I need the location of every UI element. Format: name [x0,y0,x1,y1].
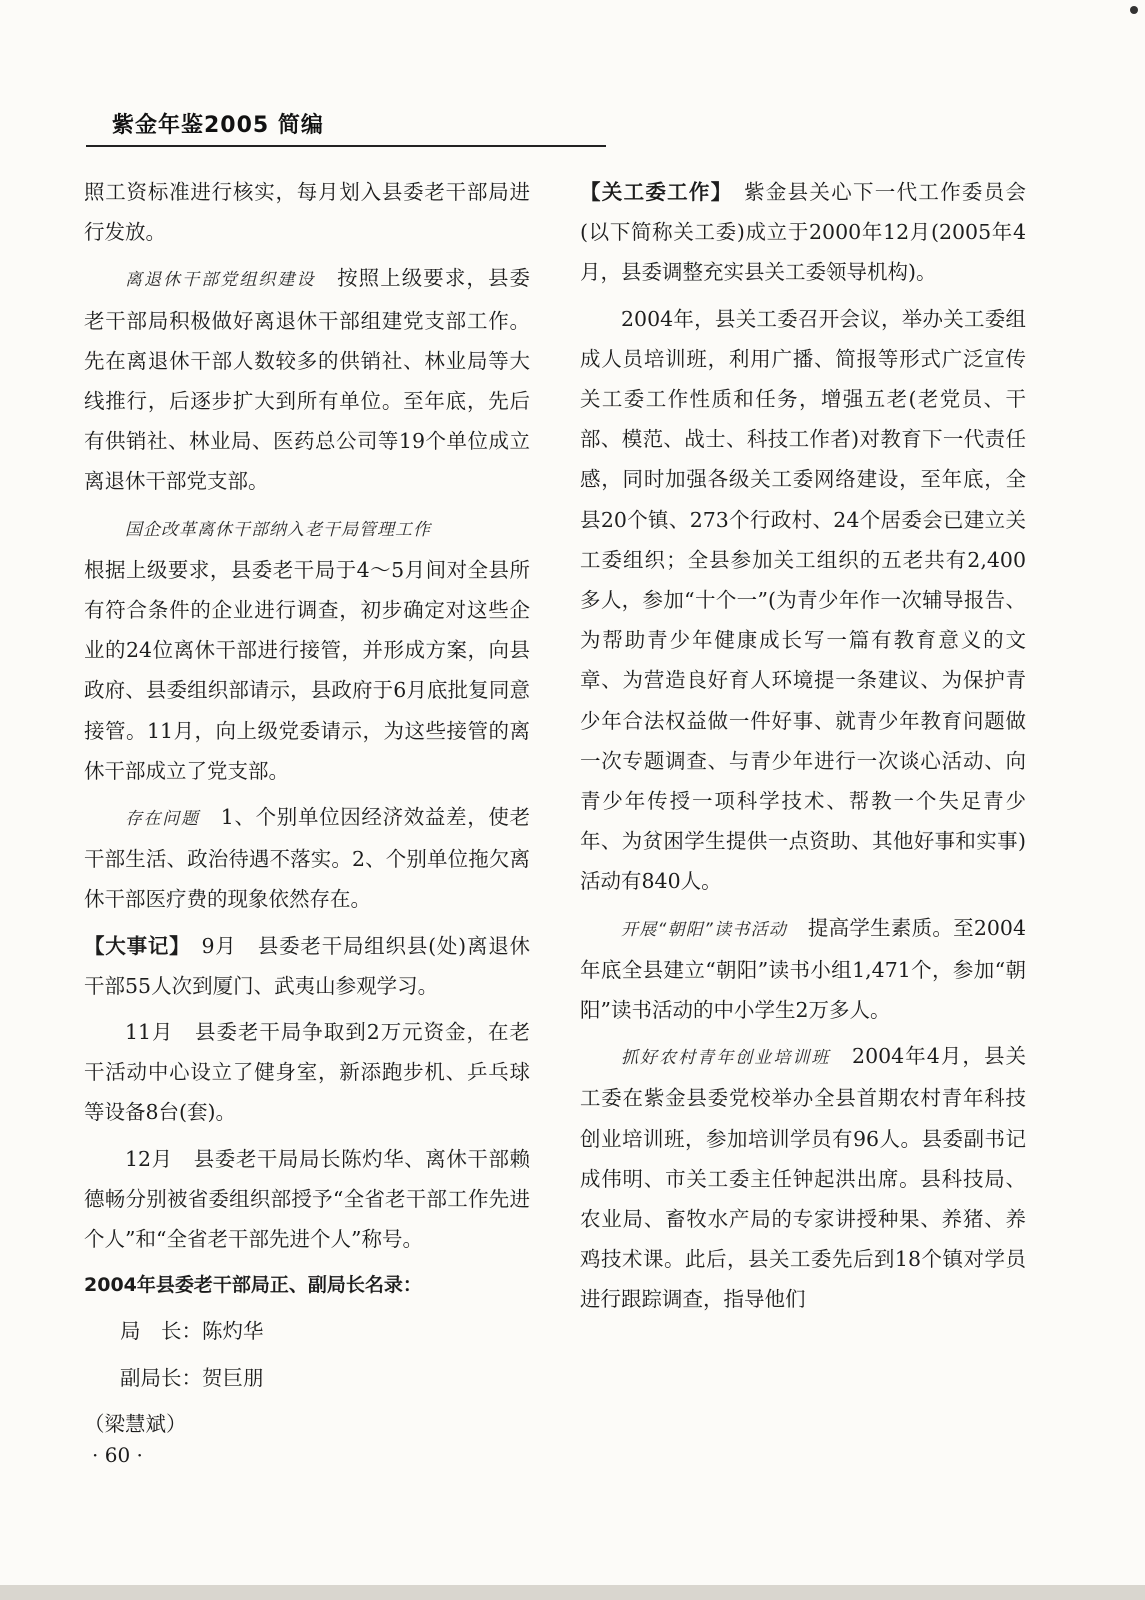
event-text: 9月 县委老干局组织县(处)离退休干部55人次到厦门、武夷山参观学习。 [84,933,531,998]
section-party-organization [84,258,530,501]
section-body: 1、个别单位因经济效益差，使老干部生活、政治待遇不落实。2、个别单位拖欠离休干部医疗费的现象依然存在。 [84,805,530,912]
section-body: 提高学生素质。至2004年底全县建立“朝阳”读书小组1,471个，参加“朝阳”读书活动的中小学生2万多人。 [580,915,1026,1023]
events-label: 【大事记】 [84,933,181,958]
section-body: 按照上级要求，县委老干部局积极做好离退休干部组建党支部工作。先在离退休干部人数较多的供销社、林业局等大线推行，后逐步扩大到所有单位。至年底，先后有供销社、林业局、医药总公司等19个单位成立离退休干部党支部。 [84,266,531,494]
events-december: 12月 县委老干局局长陈灼华、离休干部赖德畅分别被省委组织部授予“全省老干部工作先进个人”和“全省老干部先进个人”称号。 [84,1146,530,1252]
section-soe-reform [84,508,530,791]
paragraph-salary-continuation: 照工资标准进行核实，每月划入县委老干部局进行发放。 [84,180,530,245]
section-body: 紫金县关心下一代工作委员会(以下简称关工委)成立于2000年12月(2005年4月，县委调整充实县关工委领导机构)。 [580,180,1027,285]
roster-heading: 2004年县委老干部局正、副局长名录： [84,1274,422,1297]
section-existing-problems [84,797,530,920]
right-column [580,172,1026,1326]
left-column [84,172,530,1450]
author-credit: （梁慧斌） [84,1411,187,1436]
events-september [84,926,530,1006]
events-november: 11月 县委老干局争取到2万元资金，在老干活动中心设立了健身室，新添跑步机、乒乓球等设备8台(套)。 [84,1020,530,1125]
section-title: 国企改革离休干部纳入老干局管理工作 [125,519,431,540]
section-label: 【关工委工作】 [580,180,723,204]
section-body: 2004年4月，县关工委在紫金县委党校举办全县首期农村青年科技创业培训班，参加培训学员有96人。县委副书记成伟明、市关工委主任钟起洪出席。县科技局、农业局、畜牧水产局的专家讲授种果、养猪、养鸡技术课。此后，县关工委先后到18个镇对学员进行跟踪调查，指导他们 [580,1044,1027,1312]
section-rural-youth-training [580,1036,1026,1319]
page-number: · 60 · [92,1443,143,1467]
section-title: 离退休干部党组织建设 [125,270,316,291]
header-rule [86,145,606,147]
section-title: 抓好农村青年创业培训班 [621,1048,831,1069]
section-reading-campaign [580,908,1026,1031]
section-title: 开展“朝阳”读书活动 [621,919,788,940]
roster-deputy-director: 副局长：贺巨朋 [120,1365,264,1390]
section-body: 根据上级要求，县委老干局于4～5月间对全县所有符合条件的企业进行调查，初步确定对这些企业的24位离休干部进行接管，并形成方案，向县政府、县委组织部请示，县政府于6月底批复同意接管。11月，向上级党委请示，为这些接管的离休干部成立了党支部。 [84,557,530,783]
section-title: 存在问题 [125,809,200,830]
paragraph-2004-activities: 2004年，县关工委召开会议，举办关工委组成人员培训班，利用广播、简报等形式广泛宣传关工委工作性质和任务，增强五老(老党员、干部、模范、战士、科技工作者)对教育下一代责任感，同时加强各级关工委网络建设，至年底，全县20个镇、273个行政村、24个居委会已建立关工委组织；全县参加关工组织的五老共有2,400多人，参加“十个一”(为青少年作一次辅导报告、为帮助青少年健康成长写一篇有教育意义的文章、为营造良好育人环境提一条建议、为保护青少年合法权益做一件好事、就青少年教育问题做一次专题调查、与青少年进行一次谈心活动、向青少年传授一项科学技术、帮教一个失足青少年、为贫困学生提供一点资助、其他好事和实事)活动有840人。 [580,306,1026,894]
roster-director: 局 长：陈灼华 [120,1319,264,1344]
running-header-title: 紫金年鉴2005 简编 [112,113,324,138]
scan-dot [1130,6,1138,14]
section-youth-committee [580,172,1026,293]
scan-edge [0,1585,1145,1600]
